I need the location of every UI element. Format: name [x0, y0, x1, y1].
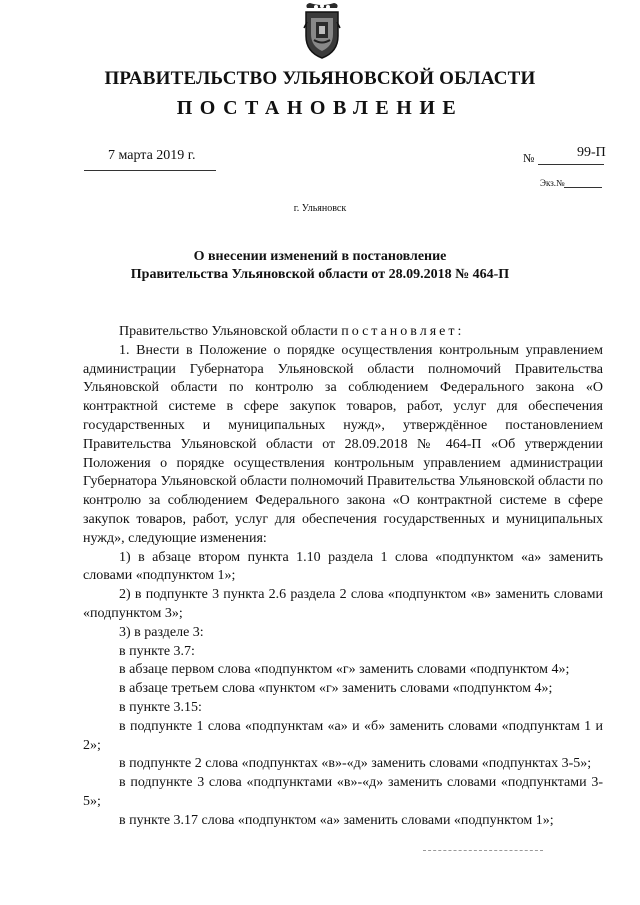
government-title: ПРАВИТЕЛЬСТВО УЛЬЯНОВСКОЙ ОБЛАСТИ [104, 68, 536, 89]
item-3-15-sub-2: в подпункте 2 слова «подпунктах «в»-«д» заменить словами «подпунктах 3-5»; [119, 756, 592, 772]
document-type-title: ПОСТАНОВЛЕНИЕ [176, 97, 464, 119]
paragraph-1: 1. Внести в Положение о порядке осуществления контрольным управлением администрации Губернатора Ульяновской области полномочий Правительства Ульяновской области по контролю за соблюдением Федерального закона «О контрактной системе в сфере закупок товаров, работ, услуг для обеспечения государственных и муниципальных нужд», утверждённое постановлением Правительства Ульяновской области от 28.09.2018 № 464-П «Об утверждении Положения о порядке осуществления контрольным управлением администрации Губернатора Ульяновской области полномочий Правительства Ульяновской области по контролю за соблюдением Федерального закона «О контрактной системе в сфере закупок товаров, работ, услуг для обеспечения государственных и муниципальных нужд», следующие изменения: [83, 342, 603, 546]
ulyanovsk-coat-of-arms-icon [303, 2, 341, 60]
document-number: 99-П [577, 145, 606, 160]
intro-text: Правительство Ульяновской области [119, 324, 338, 339]
copy-number-label: Экз.№ [540, 178, 565, 188]
paragraph-1-2: 2) в подпункте 3 пункта 2.6 раздела 2 слова «подпунктом «в» заменить словами «подпунктом 3»; [83, 587, 603, 621]
document-subject [0, 248, 640, 284]
subject-line-2: Правительства Ульяновской области от 28.09.2018 № 464-П [130, 267, 510, 282]
item-3-15: в пункте 3.15: [119, 699, 202, 715]
item-3-17: в пункте 3.17 слова «подпунктом «а» заменить словами «подпунктом 1»; [119, 812, 554, 828]
document-number-label: № [523, 151, 535, 165]
intro-resolves: постановляет: [341, 324, 465, 339]
item-3-7-first: в абзаце первом слова «подпунктом «г» заменить словами «подпунктом 4»; [119, 662, 570, 678]
copy-number-underline [564, 187, 602, 188]
paragraph-1-3: 3) в разделе 3: [119, 624, 204, 640]
scan-artifact-line [423, 850, 543, 851]
item-3-7: в пункте 3.7: [119, 643, 195, 659]
item-3-15-sub-1: в подпункте 1 слова «подпунктам «а» и «б» заменить словами «подпунктам 1 и 2»; [83, 718, 603, 753]
city: г. Ульяновск [293, 203, 347, 214]
paragraph-1-1: 1) в абзаце втором пункта 1.10 раздела 1 слова «подпунктом «а» заменить словами «подпунктом 1»; [83, 549, 603, 584]
number-underline [538, 164, 604, 165]
document-body [83, 323, 603, 831]
item-3-7-third: в абзаце третьем слова «пунктом «г» заменить словами «подпунктом 4»; [119, 681, 553, 697]
item-3-15-sub-3: в подпункте 3 слова «подпунктами «в»-«д» заменить словами «подпунктами 3-5»; [83, 775, 603, 809]
resolution-intro [83, 323, 603, 342]
document-date: 7 марта 2019 г. [108, 148, 196, 163]
subject-line-1: О внесении изменений в постановление [193, 249, 447, 264]
date-underline [84, 170, 216, 171]
